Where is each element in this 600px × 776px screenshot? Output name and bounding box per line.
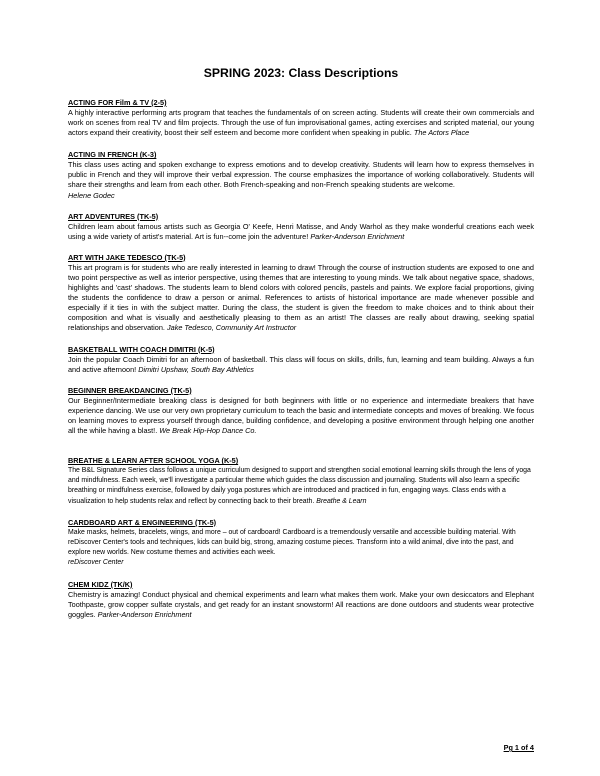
section-heading: BREATHE & LEARN AFTER SCHOOL YOGA (K-5) (68, 456, 239, 466)
class-section-acting-french (68, 150, 534, 200)
section-attribution: Helene Godec (68, 190, 115, 200)
section-description: Make masks, helmets, bracelets, wings, and more – out of cardboard! Cardboard is a tremendously versatile and accessible building material. With reDiscover Center's tools and techniques, kids can build big, strong, amazing costume pieces. Transform into a wild animal, dive into the past, and explore new worlds. New costume themes and activities each week. (68, 528, 516, 557)
section-heading: CARDBOARD ART & ENGINEERING (TK-5) (68, 517, 217, 527)
class-section-chem-kidz (68, 580, 534, 620)
section-description: Join the popular Coach Dimitri for an afternoon of basketball. This class will focus on skills, drills, fun, learning and team building. Always a fun and active afternoon! Dimitri Upshaw, South Bay Athletics (68, 354, 534, 374)
section-attribution: We Break Hip-Hop Dance Co. (159, 425, 257, 435)
section-heading: ART WITH JAKE TEDESCO (TK-5) (68, 252, 186, 262)
section-attribution: Parker-Anderson Enrichment (97, 609, 192, 619)
page-number: Pg 1 of 4 (503, 743, 534, 752)
section-attribution: Jake Tedesco, Community Art Instructor (166, 323, 297, 333)
section-description: Our Beginner/Intermediate breaking class is designed for both beginners with little or no experience and intermediate breakers that have experience dancing. We use our very own proprietary curriculum to teach the basic and intermediate concepts and moves of breaking. We focus on learning moves to express yourself through dance, building confidence, and developing a positive environment through helping one another all the while having a blast!. We Break Hip-Hop Dance Co. (68, 395, 534, 435)
class-section-basketball (68, 345, 534, 375)
section-description: The B&L Signature Series class follows a unique curriculum designed to support and strengthen social emotional learning skills through the lens of yoga and mindfulness. Each week, we'll investigate a particular theme which guides the class discussion and journaling. Students will also learn a specific breathing or mindfulness exercise, followed by daily yoga postures which are introduced and practiced in fun, engaging ways. Class ends with a visualization to help students relax and reflect by connecting back to their breath. Breathe & Learn (68, 467, 531, 505)
section-description: This class uses acting and spoken exchange to express emotions and to develop creativity. Students will learn how to express themselves in public in French and they will improve their verbal expression. The course emphasizes the importance of working collaboratively. Students will share their strengths and learn from each other. Both French-speaking and non-French speaking students are welcome. (68, 160, 534, 190)
section-description: This art program is for students who are really interested in learning to draw! Through the course of instruction students are exposed to one and two point perspective as well as interior perspective, using themes that are interesting to young minds. We talk about negative space, shadows, highlights and 'cast' shadows. The students learn to blend colors with colored pencils, pastels and paints. We explore facial proportions, giving the students the confidence to draw a person or animal. References to artists of historical importance are made whenever possible and especially if it ties in with the subject matter. During the class, the student is given the freedom to make choices and to think about their composition and what is visually and aesthetically pleasing to them as an artist! The classes are really about drawing, seeking spatial relationships and observation. Jake Tedesco, Community Art Instructor (68, 262, 534, 333)
section-heading: CHEM KIDZ (TK/K) (68, 579, 133, 589)
page-title: SPRING 2023: Class Descriptions (203, 66, 399, 80)
section-heading: ART ADVENTURES (TK-5) (68, 211, 159, 221)
section-heading: BASKETBALL WITH COACH DIMITRI (K-5) (68, 344, 215, 354)
class-section-acting-film-tv (68, 98, 534, 138)
section-description: Chemistry is amazing! Conduct physical and chemical experiments and learn what makes them work. Make your own desiccators and Elephant Toothpaste, grow copper sulfate crystals, and get ready for an instant snowstorm! All reactions are done outdoors and students wear protective goggles. Parker-Anderson Enrichment (68, 589, 534, 619)
section-attribution: Parker-Anderson Enrichment (310, 231, 405, 241)
class-section-breakdancing (68, 386, 534, 436)
class-section-yoga (68, 456, 534, 507)
class-section-cardboard (68, 518, 534, 569)
section-attribution: The Actors Place (413, 128, 470, 138)
section-description: A highly interactive performing arts program that teaches the fundamentals of on screen acting. Students will create their own commercials and work on scenes from real TV and film projects. Through the use of fun improvisational games, acting exercises and scripted material, our young actors expand their creativity, boost their self esteem and become more confident when speaking in public. The Actors Place (68, 108, 534, 138)
section-attribution: Breathe & Learn (316, 497, 367, 505)
section-description: Children learn about famous artists such as Georgia O' Keefe, Henri Matisse, and Andy Warhol as they make wonderful creations each week using a wide variety of artist's material. Art is fun--come join the adventure! Parker-Anderson Enrichment (68, 221, 534, 241)
section-heading: BEGINNER BREAKDANCING (TK-5) (68, 385, 192, 395)
class-section-art-jake-tedesco (68, 253, 534, 334)
document-page (68, 66, 534, 620)
section-attribution: reDiscover Center (68, 559, 124, 567)
section-heading: ACTING IN FRENCH (K-3) (68, 150, 157, 160)
section-attribution: Dimitri Upshaw, South Bay Athletics (138, 364, 254, 374)
class-section-art-adventures (68, 212, 534, 242)
section-heading: ACTING FOR Film & TV (2-5) (68, 98, 167, 107)
